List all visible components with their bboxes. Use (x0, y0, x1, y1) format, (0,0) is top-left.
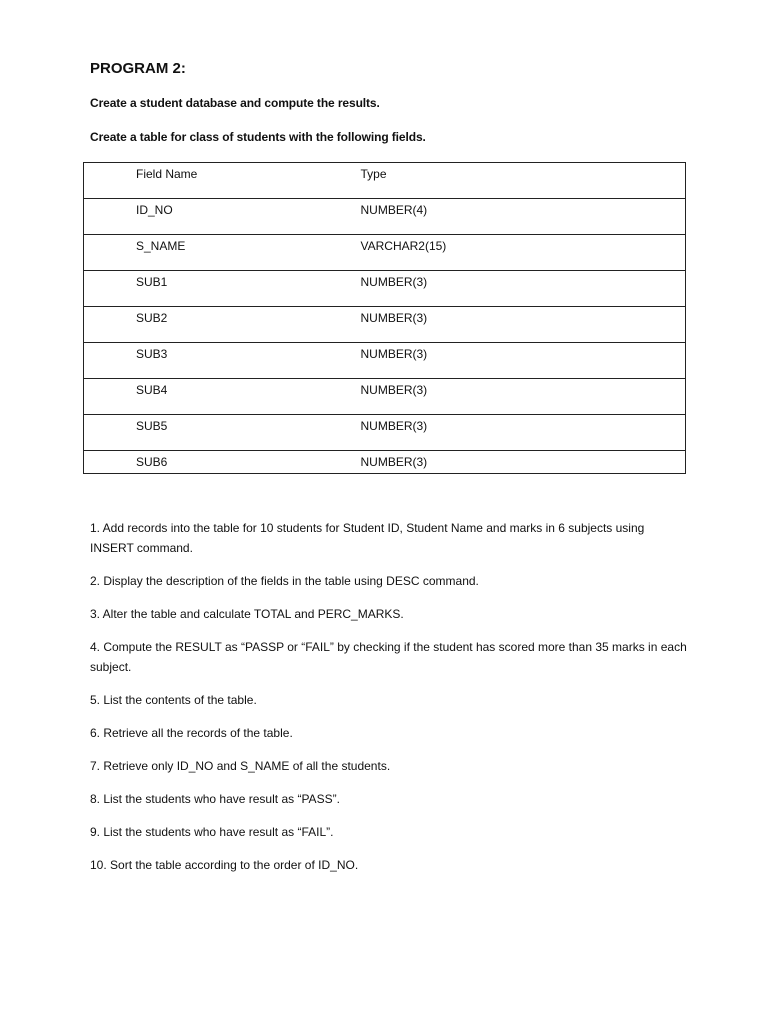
table-row (84, 415, 686, 451)
field-name-cell: ID_NO (84, 199, 361, 235)
table-row (84, 451, 686, 474)
task-item-8: 8. List the students who have result as “PASS”. (90, 792, 340, 806)
program-description: Create a student database and compute the results. (90, 96, 380, 110)
task-item-1: 1. Add records into the table for 10 students for Student ID, Student Name and marks in 6 subjects using INSERT command. (90, 521, 645, 555)
field-type-cell: NUMBER(3) (361, 271, 686, 307)
field-name-cell: SUB6 (84, 451, 361, 474)
table-row (84, 379, 686, 415)
page-title: PROGRAM 2: (90, 60, 186, 77)
table-instruction: Create a table for class of students with the following fields. (90, 130, 426, 144)
field-name-cell: SUB4 (84, 379, 361, 415)
table-header-row (84, 163, 686, 199)
task-item-7: 7. Retrieve only ID_NO and S_NAME of all the students. (90, 759, 391, 773)
table-row (84, 307, 686, 343)
field-type-cell: NUMBER(4) (361, 199, 686, 235)
task-item-10: 10. Sort the table according to the order of ID_NO. (90, 858, 359, 872)
field-name-cell: SUB2 (84, 307, 361, 343)
column-header-type: Type (361, 163, 686, 199)
field-type-cell: NUMBER(3) (361, 343, 686, 379)
field-name-cell: SUB1 (84, 271, 361, 307)
table-row (84, 343, 686, 379)
task-item-4: 4. Compute the RESULT as “PASSP or “FAIL” by checking if the student has scored more than 35 marks in each subject. (90, 640, 687, 674)
field-type-cell: VARCHAR2(15) (361, 235, 686, 271)
task-item-3: 3. Alter the table and calculate TOTAL and PERC_MARKS. (90, 607, 404, 621)
fields-table (83, 162, 686, 474)
field-name-cell: SUB5 (84, 415, 361, 451)
field-name-cell: SUB3 (84, 343, 361, 379)
table-row (84, 199, 686, 235)
field-type-cell: NUMBER(3) (361, 451, 686, 474)
task-item-5: 5. List the contents of the table. (90, 693, 257, 707)
task-item-9: 9. List the students who have result as “FAIL”. (90, 825, 334, 839)
field-name-cell: S_NAME (84, 235, 361, 271)
column-header-field-name: Field Name (84, 163, 361, 199)
field-type-cell: NUMBER(3) (361, 307, 686, 343)
field-type-cell: NUMBER(3) (361, 415, 686, 451)
table-row (84, 235, 686, 271)
task-list (90, 518, 690, 888)
table-row (84, 271, 686, 307)
task-item-2: 2. Display the description of the fields in the table using DESC command. (90, 574, 479, 588)
field-type-cell: NUMBER(3) (361, 379, 686, 415)
task-item-6: 6. Retrieve all the records of the table. (90, 726, 293, 740)
